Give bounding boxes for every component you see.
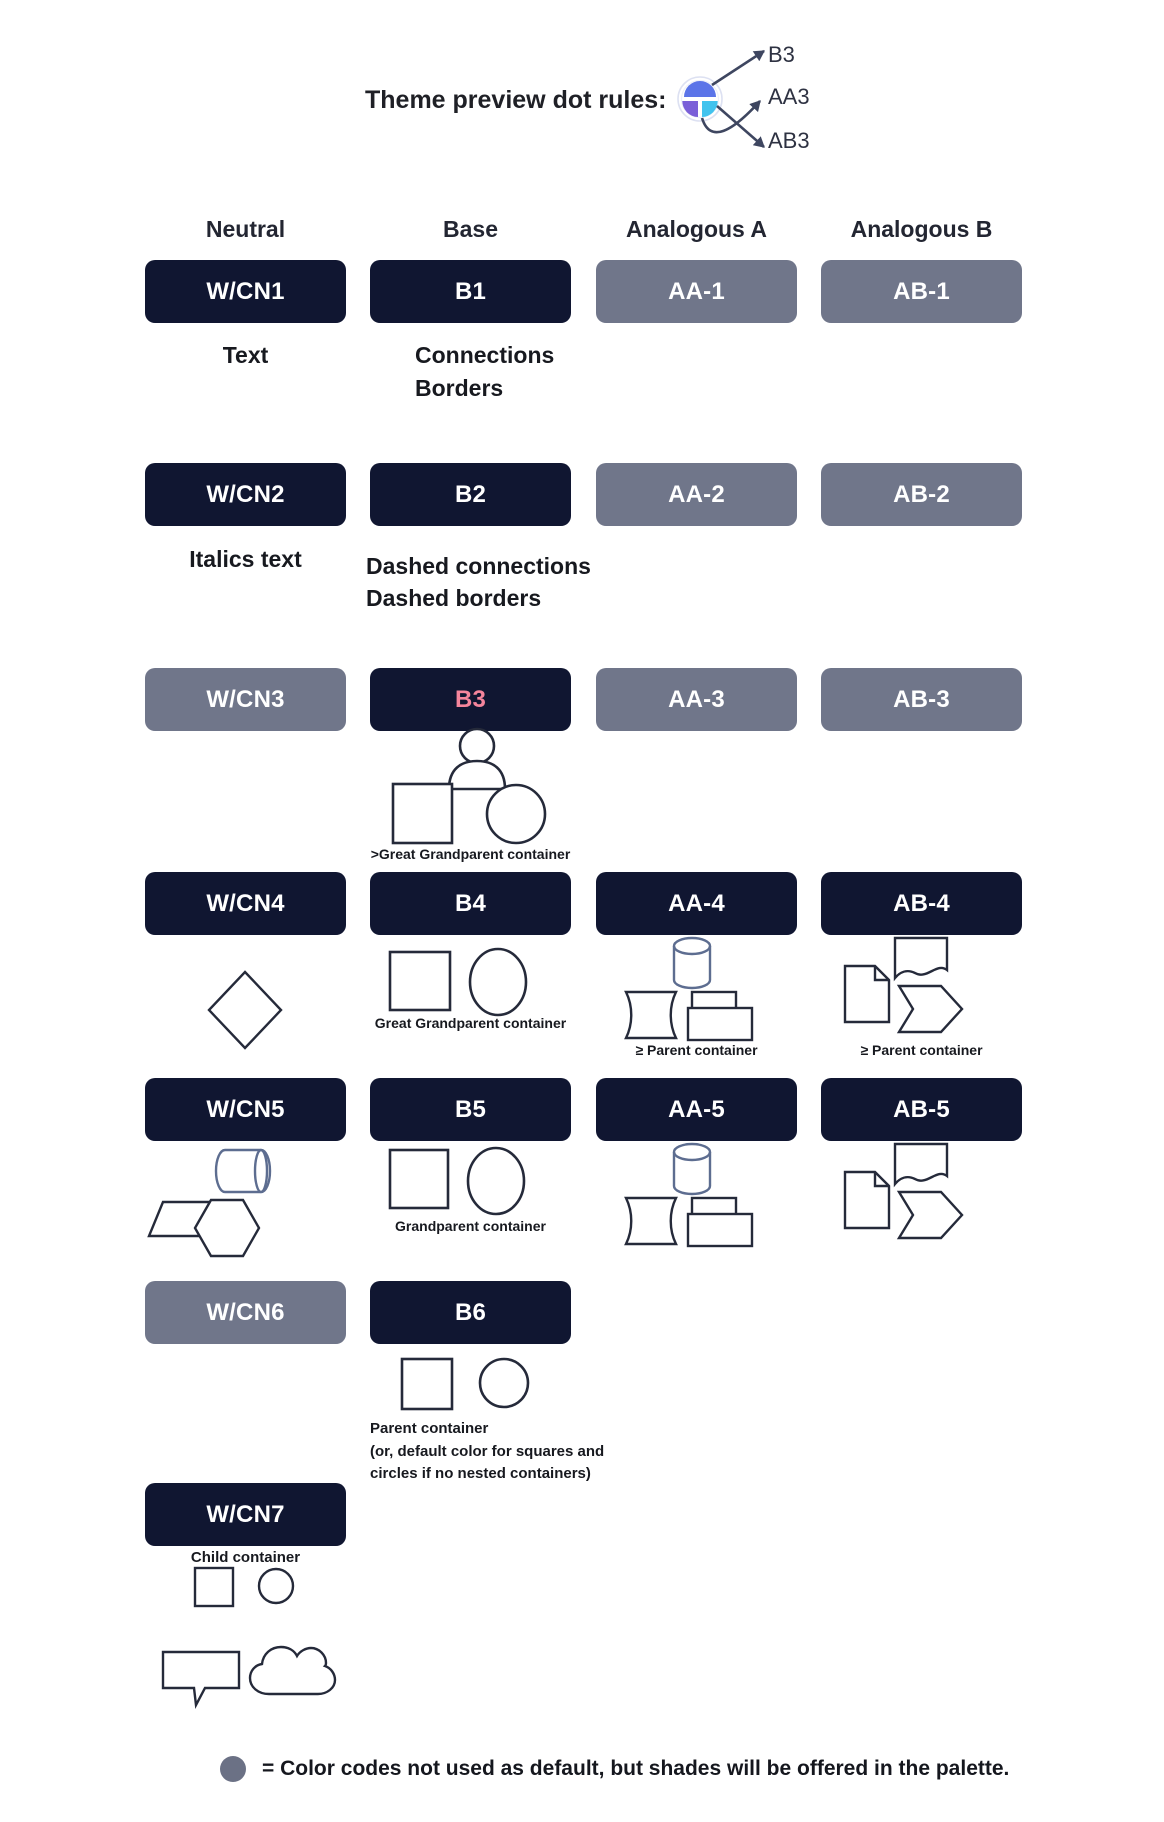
square-icon <box>195 1568 233 1606</box>
caption-dashed-borders: Dashed borders <box>366 585 542 611</box>
speech-bubble-cloud-icons <box>145 1638 346 1710</box>
swatch-aa1: AA-1 <box>596 260 797 323</box>
caption-italics-text: Italics text <box>189 546 302 572</box>
caption-gte-parent-ab: ≥ Parent container <box>860 1042 983 1058</box>
caption-grandparent: Grandparent container <box>395 1218 546 1234</box>
ellipse-icon <box>470 949 526 1015</box>
square-ellipse-icons <box>370 1146 571 1218</box>
stored-data-icon <box>626 992 676 1038</box>
ellipse-icon <box>468 1148 524 1214</box>
horizontal-cylinder-icon <box>216 1150 270 1192</box>
database-storeddata-folder-icons <box>596 1136 797 1248</box>
swatch-ab4: AB-4 <box>821 872 1022 935</box>
square-icon <box>393 784 452 843</box>
cylinder-icon <box>674 938 710 988</box>
swatch-b2: B2 <box>370 463 571 526</box>
dot-label-b3: B3 <box>768 42 795 67</box>
circle-icon <box>480 1359 528 1407</box>
document-icon <box>845 966 889 1022</box>
swatch-wcn4: W/CN4 <box>145 872 346 935</box>
caption-great-grandparent: Great Grandparent container <box>374 1015 567 1031</box>
swatch-wcn3: W/CN3 <box>145 668 346 731</box>
folder-icon <box>688 992 752 1040</box>
page-title: Theme preview dot rules: <box>365 86 667 114</box>
column-header-base: Base <box>443 216 498 242</box>
folder-icon <box>688 1198 752 1246</box>
cylinder-parallelogram-hexagon-icons <box>145 1140 346 1266</box>
person-head-icon <box>460 729 494 763</box>
caption-parent-line2: (or, default color for squares and <box>370 1443 605 1460</box>
caption-gte-parent-aa: ≥ Parent container <box>635 1042 758 1058</box>
swatch-wcn1: W/CN1 <box>145 260 346 323</box>
swatch-ab5: AB-5 <box>821 1078 1022 1141</box>
swatch-b5: B5 <box>370 1078 571 1141</box>
speech-bubble-icon <box>163 1652 239 1705</box>
cylinder-icon <box>674 1144 710 1194</box>
square-circle-icons <box>145 1566 346 1610</box>
cloud-icon <box>250 1647 335 1694</box>
circle-icon <box>259 1569 293 1603</box>
swatch-b1: B1 <box>370 260 571 323</box>
square-ellipse-icons <box>370 946 571 1020</box>
swatch-wcn2: W/CN2 <box>145 463 346 526</box>
person-shoulders-icon <box>449 761 505 789</box>
column-header-analogous-a: Analogous A <box>626 216 767 242</box>
tape-icon <box>895 1144 947 1184</box>
swatch-ab2: AB-2 <box>821 463 1022 526</box>
swatch-wcn5: W/CN5 <box>145 1078 346 1141</box>
chevron-banner-icon <box>899 1192 962 1238</box>
square-icon <box>390 952 450 1010</box>
caption-borders: Borders <box>415 375 504 401</box>
square-icon <box>390 1150 448 1208</box>
tape-icon <box>895 938 947 978</box>
square-icon <box>402 1359 452 1409</box>
swatch-b6: B6 <box>370 1281 571 1344</box>
swatch-wcn6: W/CN6 <box>145 1281 346 1344</box>
database-storeddata-folder-icons <box>596 930 797 1042</box>
swatch-aa3: AA-3 <box>596 668 797 731</box>
circle-icon <box>487 785 545 843</box>
caption-child-container: Child container <box>190 1549 301 1566</box>
arrow-to-b3 <box>712 51 764 85</box>
dot-label-ab3: AB3 <box>768 128 810 153</box>
column-header-analogous-b: Analogous B <box>850 216 993 242</box>
swatch-b3: B3 <box>370 668 571 731</box>
stored-data-icon <box>626 1198 676 1244</box>
caption-dashed-connections: Dashed connections <box>366 553 591 579</box>
legend-gray-dot-icon <box>220 1756 246 1782</box>
dot-label-aa3: AA3 <box>768 84 810 109</box>
swatch-aa2: AA-2 <box>596 463 797 526</box>
chevron-banner-icon <box>899 986 962 1032</box>
square-circle-icons <box>370 1356 571 1412</box>
document-tape-chevron-icons <box>821 930 1022 1042</box>
swatch-wcn7: W/CN7 <box>145 1483 346 1546</box>
swatch-aa5: AA-5 <box>596 1078 797 1141</box>
arrow-to-ab3 <box>717 106 764 147</box>
swatch-b4: B4 <box>370 872 571 935</box>
person-square-circle-icons <box>370 722 571 852</box>
caption-text: Text <box>222 342 269 368</box>
caption-great-grandparent-gt: >Great Grandparent container <box>370 846 571 862</box>
document-tape-chevron-icons <box>821 1136 1022 1248</box>
column-header-neutral: Neutral <box>205 216 286 242</box>
caption-parent-line1: Parent container <box>370 1420 489 1437</box>
legend-text: = Color codes not used as default, but shades will be offered in the palette. <box>262 1757 1010 1780</box>
caption-connections: Connections <box>415 342 555 368</box>
swatch-ab3: AB-3 <box>821 668 1022 731</box>
swatch-ab1: AB-1 <box>821 260 1022 323</box>
caption-parent-line3: circles if no nested containers) <box>370 1465 591 1482</box>
swatch-aa4: AA-4 <box>596 872 797 935</box>
diamond-icon <box>145 966 346 1050</box>
document-icon <box>845 1172 889 1228</box>
